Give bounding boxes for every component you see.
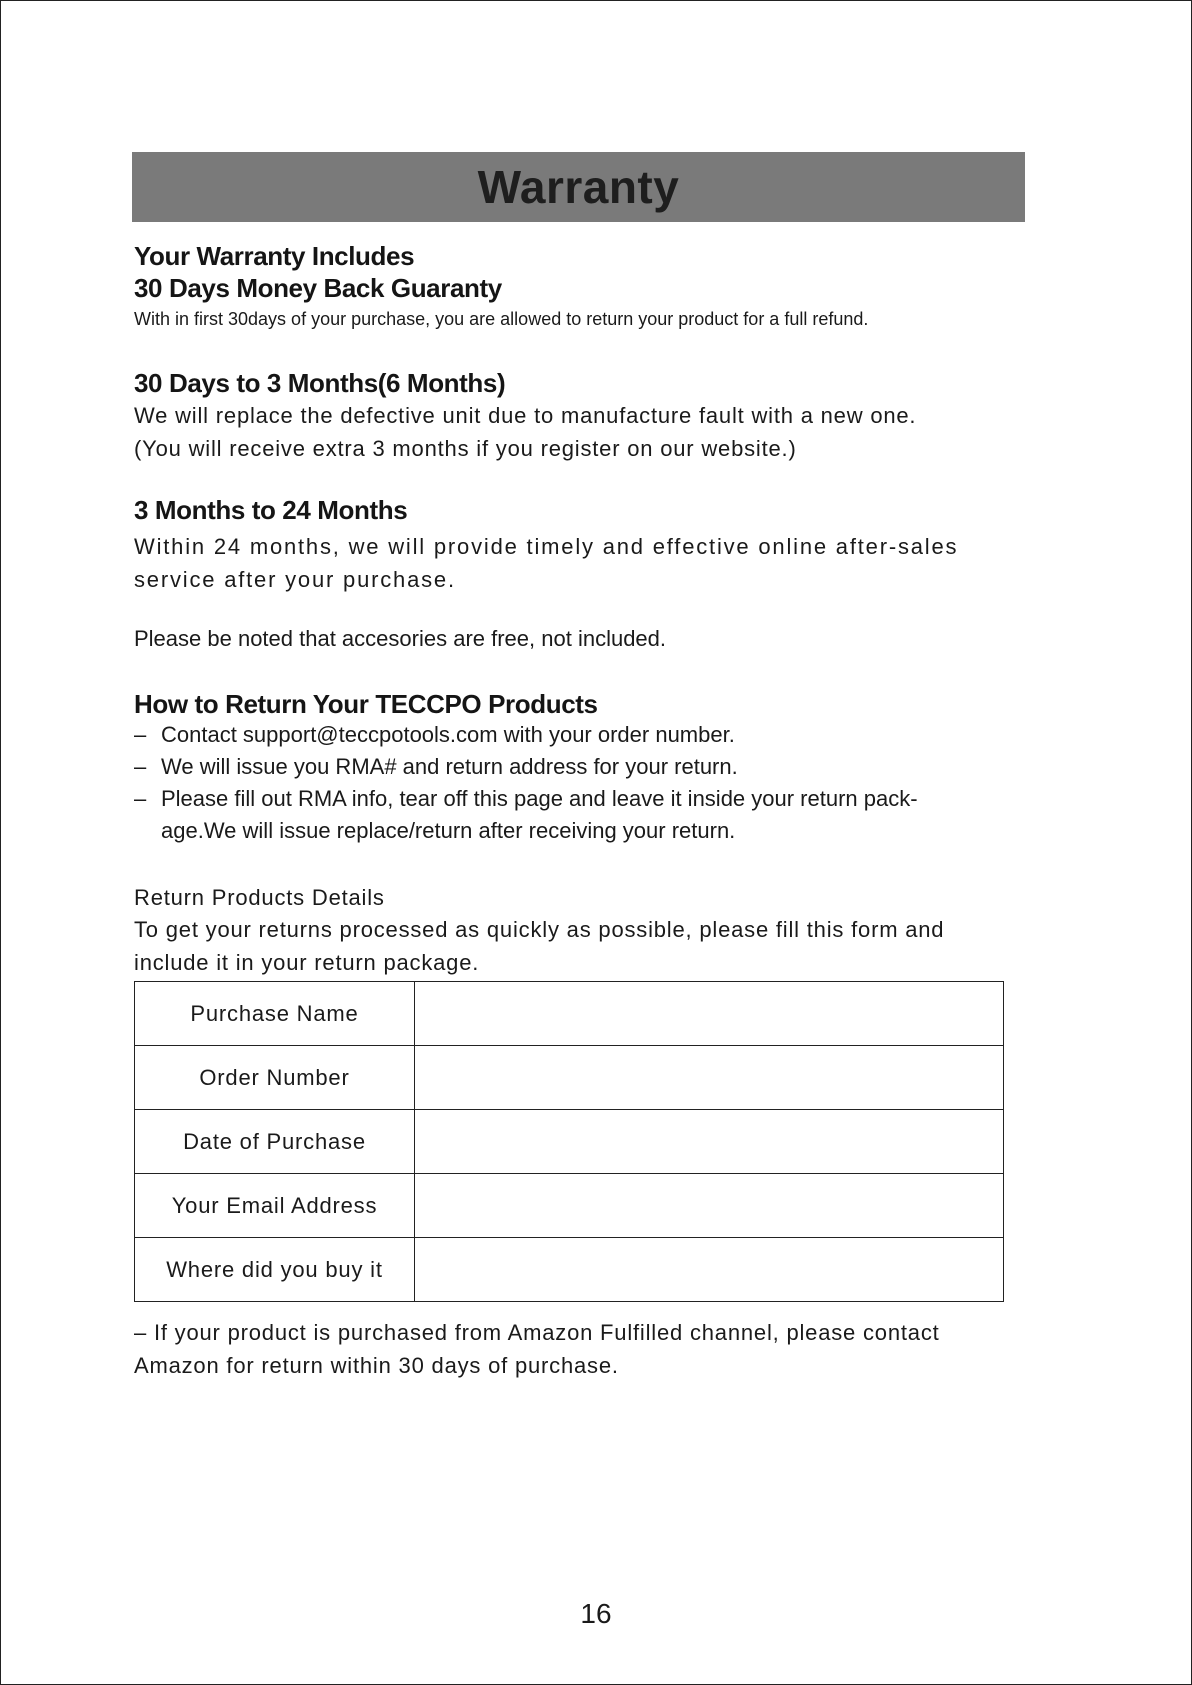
money-back-text: With in first 30days of your purchase, you are allowed to return your product for a full refund. xyxy=(134,309,869,329)
warranty-includes-heading: Your Warranty Includes xyxy=(134,241,415,271)
form-field-where-bought[interactable] xyxy=(415,1238,1004,1302)
accessories-note: Please be noted that accesories are free, not included. xyxy=(134,626,667,651)
period-3m-line1: We will replace the defective unit due to manufacture fault with a new one. xyxy=(134,403,917,428)
details-line1: To get your returns processed as quickly as possible, please fill this form and xyxy=(134,917,945,942)
bullet-dash: – xyxy=(134,754,147,779)
bullet-dash: – xyxy=(134,722,147,747)
form-row xyxy=(135,1046,1004,1110)
amazon-note-line2: Amazon for return within 30 days of purchase. xyxy=(134,1353,619,1378)
form-row xyxy=(135,1238,1004,1302)
period-3m-line2: (You will receive extra 3 months if you register on our website.) xyxy=(134,436,797,461)
form-label-date-of-purchase: Date of Purchase xyxy=(135,1110,415,1174)
return-form-table xyxy=(134,981,1004,1302)
form-row xyxy=(135,1110,1004,1174)
details-title: Return Products Details xyxy=(134,885,385,910)
details-line2: include it in your return package. xyxy=(134,950,480,975)
form-label-where-bought: Where did you buy it xyxy=(135,1238,415,1302)
form-field-email[interactable] xyxy=(415,1174,1004,1238)
period-heading-3m: 30 Days to 3 Months(6 Months) xyxy=(134,368,506,398)
return-bullet-1: Contact support@teccpotools.com with your order number. xyxy=(161,722,735,747)
form-label-purchase-name: Purchase Name xyxy=(135,982,415,1046)
form-row xyxy=(135,982,1004,1046)
amazon-note-line1: – If your product is purchased from Amazon Fulfilled channel, please contact xyxy=(134,1320,940,1345)
page-number: 16 xyxy=(580,1598,612,1629)
return-bullet-2: We will issue you RMA# and return address for your return. xyxy=(161,754,738,779)
form-label-order-number: Order Number xyxy=(135,1046,415,1110)
form-row xyxy=(135,1174,1004,1238)
form-field-purchase-name[interactable] xyxy=(415,982,1004,1046)
return-bullet-3: Please fill out RMA info, tear off this page and leave it inside your return pack- xyxy=(161,786,918,811)
title-banner xyxy=(132,152,1025,222)
money-back-heading: 30 Days Money Back Guaranty xyxy=(134,273,502,303)
bullet-dash: – xyxy=(134,786,147,811)
form-field-date-of-purchase[interactable] xyxy=(415,1110,1004,1174)
page-title: Warranty xyxy=(477,161,680,213)
form-field-order-number[interactable] xyxy=(415,1046,1004,1110)
period-24m-line1: Within 24 months, we will provide timely and effective online after-sales xyxy=(134,534,959,559)
return-heading: How to Return Your TECCPO Products xyxy=(134,689,598,719)
period-heading-24m: 3 Months to 24 Months xyxy=(134,495,408,525)
period-24m-line2: service after your purchase. xyxy=(134,567,456,592)
form-label-email: Your Email Address xyxy=(135,1174,415,1238)
return-bullet-3-cont: age.We will issue replace/return after receiving your return. xyxy=(161,818,736,843)
